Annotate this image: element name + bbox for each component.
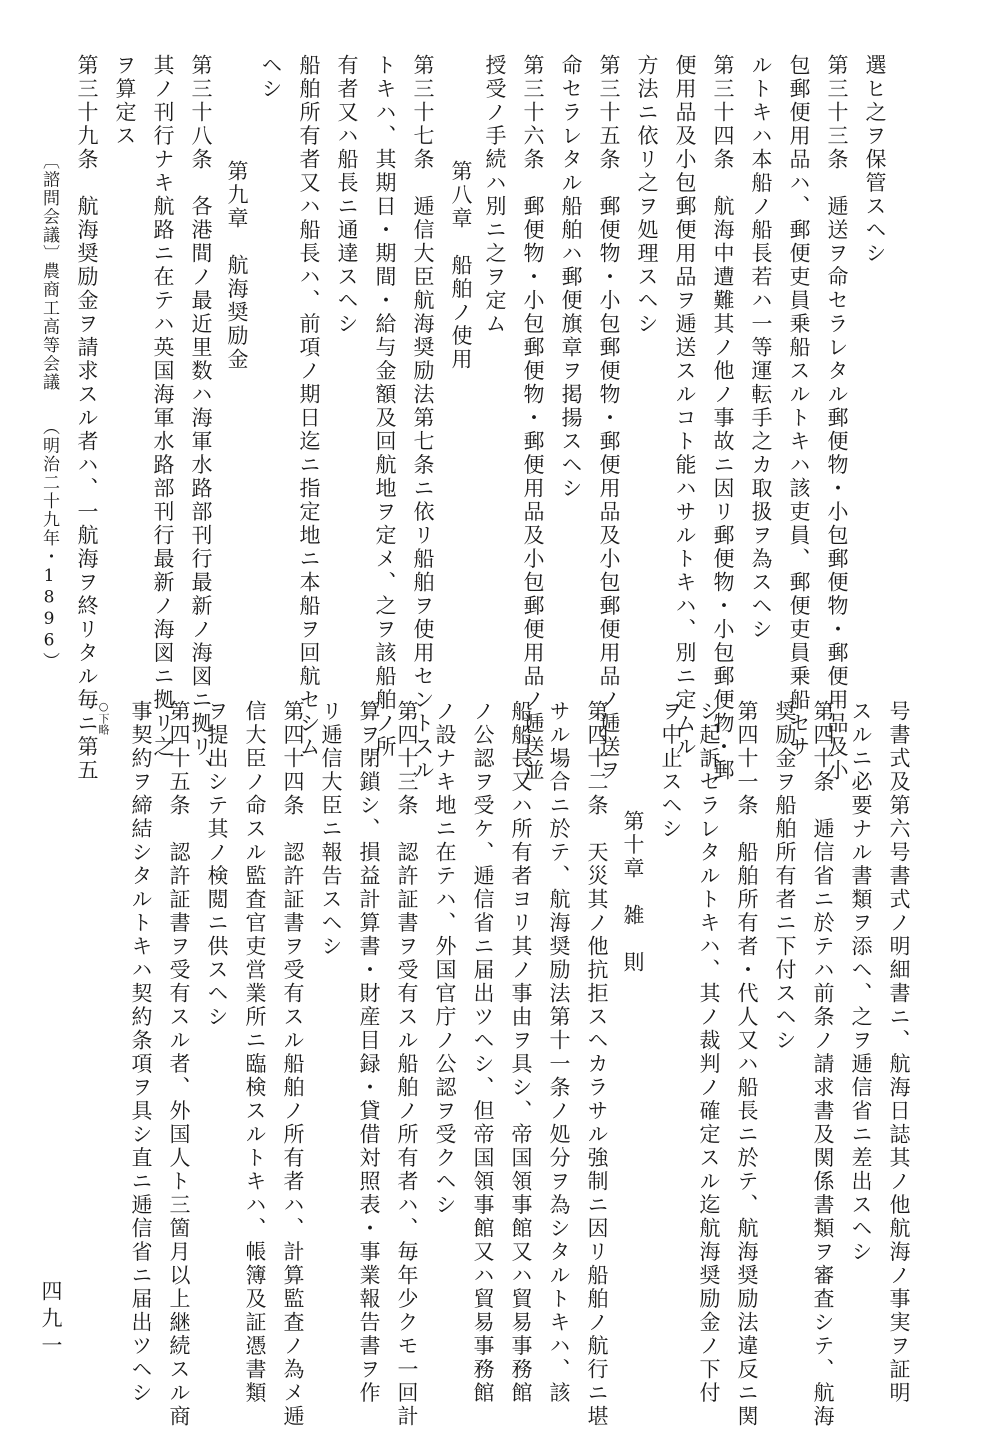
text-column: 第三十九条 航海奨励金ヲ請求スル者ハ、一航海ヲ終リタル毎ニ第五	[75, 54, 99, 783]
text-column: 第三十五条 郵便物・小包郵便物・郵便用品及小包郵便用品ノ逓送ヲ	[597, 54, 621, 783]
text-column: 第四十五条 認許証書ヲ受有スル者、外国人ト三箇月以上継続スル商	[167, 700, 191, 1429]
text-column: 第四十一条 船舶所有者・代人又ハ船長ニ於テ、航海奨励法違反ニ関	[735, 700, 759, 1429]
text-column: 奨励金ヲ船舶所有者ニ下付スヘシ	[773, 700, 797, 1053]
text-column: 第四十二条 天災其ノ他抗拒スヘカラサル強制ニ因リ船舶ノ航行ニ堪	[585, 700, 609, 1429]
text-column: 第四十条 逓信省ニ於テハ前条ノ請求書及関係書類ヲ審査シテ、航海	[811, 700, 835, 1429]
page-number: 四九一	[39, 1280, 63, 1361]
text-column: ノ公認ヲ受ケ、逓信省ニ届出ツヘシ、但帝国領事館又ハ貿易事務館	[471, 700, 495, 1405]
text-column: 包郵便用品ハ、郵便吏員乗船スルトキハ該吏員、郵便吏員乗船セサ	[787, 54, 811, 759]
text-column: 第三十七条 逓信大臣航海奨励法第七条ニ依リ船舶ヲ使用セントスル	[411, 54, 435, 783]
chapter-heading: 第九章 航海奨励金	[225, 160, 249, 372]
text-column: 算ヲ閉鎖シ、損益計算書・財産目録・貸借対照表・事業報告書ヲ作	[357, 700, 381, 1405]
omission-note: ○下略	[97, 700, 110, 735]
text-column: ヘシ	[259, 54, 283, 101]
running-header-title: 農商工高等会議	[39, 262, 59, 392]
text-column: ヲ中止スヘシ	[659, 700, 683, 841]
text-column: 第三十八条 各港間ノ最近里数ハ海軍水路部刊行最新ノ海図ニ拠リ、	[189, 54, 213, 783]
running-header-era: （明治二十九年・1896）	[39, 418, 59, 671]
chapter-heading: 第十章 雑 則	[621, 810, 645, 975]
text-column: 第三十四条 航海中遭難其ノ他ノ事故ニ因リ郵便物・小包郵便物・郵	[711, 54, 735, 783]
text-column: 有者又ハ船長ニ通達スヘシ	[335, 54, 359, 336]
text-column: ノ設ナキ地ニ在テハ、外国官庁ノ公認ヲ受クヘシ	[433, 700, 457, 1217]
text-column: 事契約ヲ締結シタルトキハ契約条項ヲ具シ直ニ逓信省ニ届出ツヘシ	[129, 700, 153, 1405]
text-column: ルトキハ本船ノ船長若ハ一等運転手之カ取扱ヲ為スヘシ	[749, 54, 773, 642]
text-column: 船船長又ハ所有者ヨリ其ノ事由ヲ具シ、帝国領事館又ハ貿易事務館	[509, 700, 533, 1405]
running-header-label: 〔諮問会議〕	[39, 152, 59, 263]
text-column: 第四十四条 認許証書ヲ受有スル船舶ノ所有者ハ、計算監査ノ為メ逓	[281, 700, 305, 1429]
text-column: シ起訴セラレタルトキハ、其ノ裁判ノ確定スル迄航海奨励金ノ下付	[697, 700, 721, 1405]
text-column: 命セラレタル船舶ハ郵便旗章ヲ掲揚スヘシ	[559, 54, 583, 501]
text-column: 便用品及小包郵便用品ヲ逓送スルコト能ハサルトキハ、別ニ定ムル	[673, 54, 697, 759]
text-column: 船舶所有者又ハ船長ハ、前項ノ期日迄ニ指定地ニ本船ヲ回航セシム	[297, 54, 321, 759]
text-column: 号書式及第六号書式ノ明細書ニ、航海日誌其ノ他航海ノ事実ヲ証明	[887, 700, 911, 1405]
text-column: 信大臣ノ命スル監査官吏営業所ニ臨検スルトキハ、帳簿及証憑書類	[243, 700, 267, 1405]
text-column: 第三十三条 逓送ヲ命セラレタル郵便物・小包郵便物・郵便用品及小	[825, 54, 849, 783]
chapter-heading: 第八章 船舶ノ使用	[449, 160, 473, 372]
text-column: 其ノ刊行ナキ航路ニ在テハ英国海軍水路部刊行最新ノ海図ニ拠リ之	[151, 54, 175, 759]
text-column: ヲ算定ス	[113, 54, 137, 148]
text-column: サル場合ニ於テ、航海奨励法第十一条ノ処分ヲ為シタルトキハ、該	[547, 700, 571, 1405]
text-column: 第四十三条 認許証書ヲ受有スル船舶ノ所有者ハ、毎年少クモ一回計	[395, 700, 419, 1429]
text-column: ヲ提出シテ其ノ検閲ニ供スヘシ	[205, 700, 229, 1029]
text-column: リ逓信大臣ニ報告スヘシ	[319, 700, 343, 959]
text-column: 授受ノ手続ハ別ニ之ヲ定ム	[483, 54, 507, 336]
text-column: 第三十六条 郵便物・小包郵便物・郵便用品及小包郵便用品ノ逓送並	[521, 54, 545, 783]
text-column: 選ヒ之ヲ保管スヘシ	[863, 54, 887, 266]
text-column: 方法ニ依リ之ヲ処理スヘシ	[635, 54, 659, 336]
text-column: トキハ、其期日・期間・給与金額及回航地ヲ定メ、之ヲ該船舶ノ所	[373, 54, 397, 759]
text-column: スルニ必要ナル書類ヲ添ヘ、之ヲ逓信省ニ差出スヘシ	[849, 700, 873, 1264]
